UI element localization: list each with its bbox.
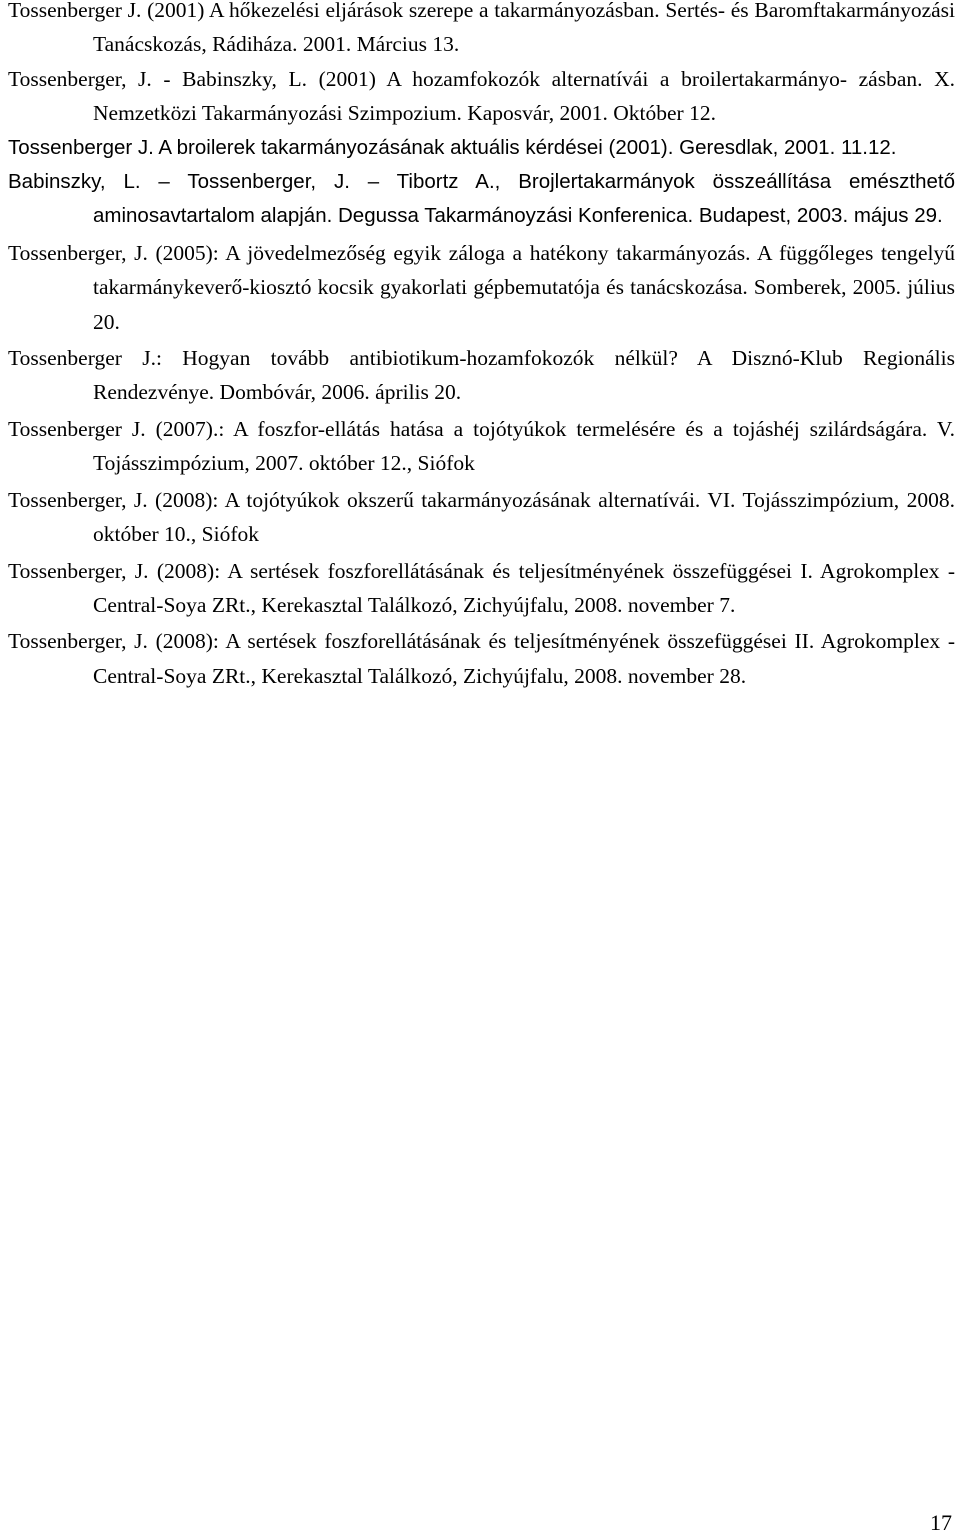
reference-item: Tossenberger, J. (2008): A sertések foszforellátásának és teljesítményének összefüggései II. Agrokomplex - Central-Soya ZRt., Kerekasztal Találkozó, Zichyújfalu, 2008. november 28.	[8, 629, 955, 688]
reference-item: Tossenberger, J. (2008): A sertések foszforellátásának és teljesítményének összefüggései I. Agrokomplex - Central-Soya ZRt., Kerekasztal Találkozó, Zichyújfalu, 2008. november 7.	[8, 558, 955, 617]
reference-item: Tossenberger J. (2001) A hőkezelési eljárások szerepe a takarmányozásban. Sertés- és Baromftakarmányozási Tanácskozás, Rádiháza. 2001. Március 13.	[8, 0, 955, 57]
reference-item: Tossenberger J. (2007).: A foszfor-ellátás hatása a tojótyúkok termelésére és a tojáshéj szilárdságára. V. Tojásszimpózium, 2007. október 12., Siófok	[8, 416, 955, 476]
reference-item: Tossenberger J. A broilerek takarmányozásának aktuális kérdései (2001). Geresdlak, 2001. 11.12.	[8, 135, 897, 159]
reference-item: Tossenberger, J. (2005): A jövedelmezőség egyik záloga a hatékony takarmányozás. A függőleges tengelyű takarmánykeverő-kiosztó kocsik gyakorlati gépbemutatója és tanácskozása. Somberek, 2005. július 20.	[8, 240, 955, 334]
reference-item: Tossenberger, J. (2008): A tojótyúkok okszerű takarmányozásának alternatívái. VI. Tojásszimpózium, 2008. október 10., Siófok	[8, 487, 955, 547]
reference-item: Babinszky, L. – Tossenberger, J. – Tibortz A., Brojlertakarmányok összeállítása emészthető aminosavtartalom alapján. Degussa Takarmánoyzási Konferenica. Budapest, 2003. május 29.	[8, 170, 955, 228]
reference-list	[8, 0, 955, 693]
reference-item: Tossenberger J.: Hogyan tovább antibiotikum-hozamfokozók nélkül? A Disznó-Klub Regionális Rendezvénye. Dombóvár, 2006. április 20.	[8, 346, 955, 405]
page-number: 17	[930, 1510, 952, 1535]
reference-item: Tossenberger, J. - Babinszky, L. (2001) A hozamfokozók alternatívái a broilertakarmányo- zásban. X. Nemzetközi Takarmányozási Szimpozium. Kaposvár, 2001. Október 12.	[8, 66, 955, 126]
